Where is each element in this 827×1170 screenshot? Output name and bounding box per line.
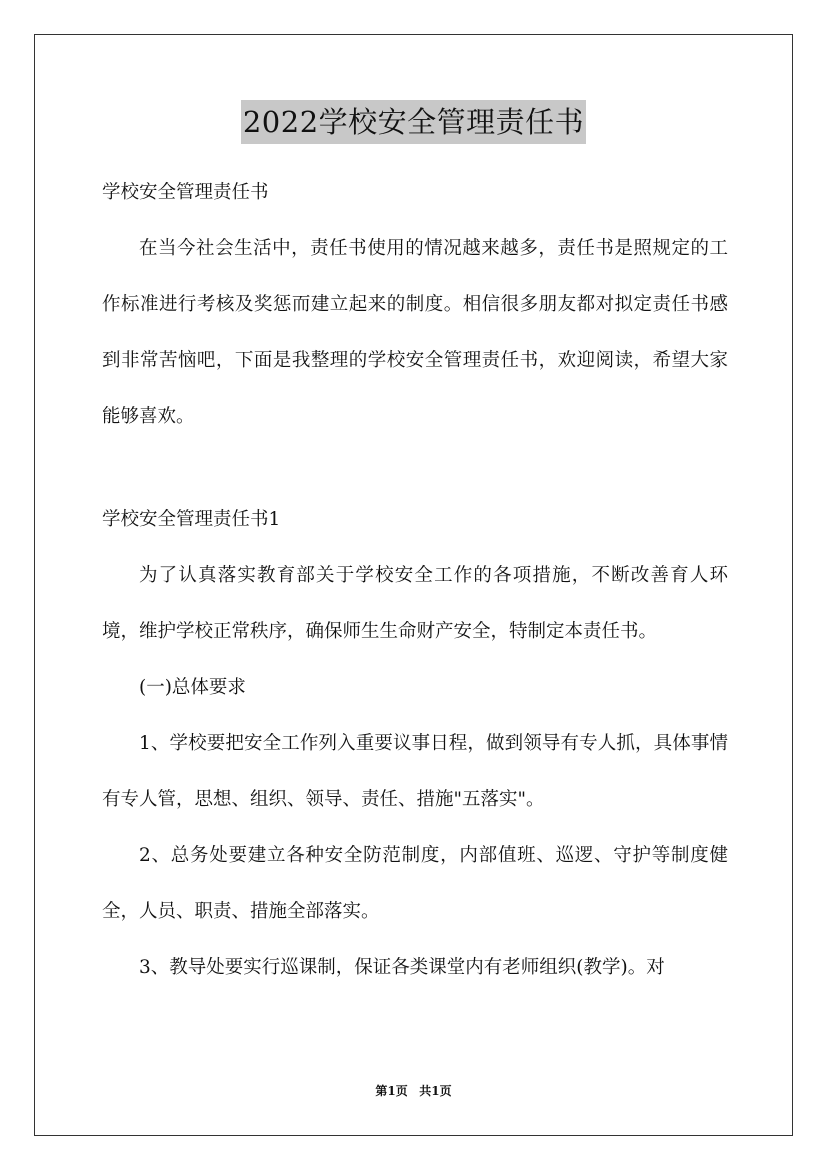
subsection-heading: (一)总体要求 [139,677,246,698]
section-gap [102,445,728,492]
list-item: 3、教导处要实行巡课制，保证各类课堂内有老师组织(教学)。对 [139,957,665,978]
title-wrap [0,100,827,144]
intro-paragraph: 在当今社会生活中，责任书使用的情况越来越多，责任书是照规定的工作标准进行考核及奖惩而建立起来的制度。相信很多朋友都对拟定责任书感到非常苦恼吧，下面是我整理的学校安全管理责任书，欢迎阅读，希望大家能够喜欢。 [102,238,728,427]
page-total: 共1页 [419,1084,452,1098]
intro-heading: 学校安全管理责任书 [102,182,269,203]
list-item: 1、学校要把安全工作列入重要议事日程，做到领导有专人抓，具体事情有专人管，思想、组织、领导、责任、措施"五落实"。 [102,733,728,810]
page-number: 第1页 [375,1084,408,1098]
page-footer [0,1082,827,1099]
list-item: 2、总务处要建立各种安全防范制度，内部值班、巡逻、守护等制度健全，人员、职责、措施全部落实。 [102,845,728,922]
section-paragraph: 为了认真落实教育部关于学校安全工作的各项措施，不断改善育人环境，维护学校正常秩序，确保师生生命财产安全，特制定本责任书。 [102,565,728,642]
section-heading: 学校安全管理责任书1 [102,509,281,530]
document-body [102,165,728,996]
document-title: 2022学校安全管理责任书 [241,100,586,144]
